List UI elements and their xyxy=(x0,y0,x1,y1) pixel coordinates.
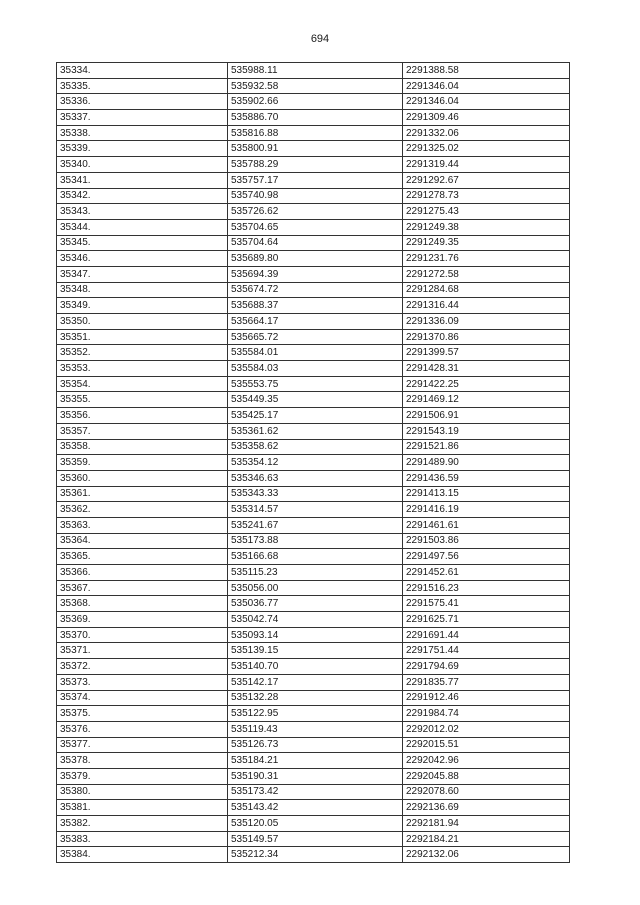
point-id-cell: 35374. xyxy=(57,690,228,706)
table-row xyxy=(57,78,570,94)
y-coordinate-cell: 2291309.46 xyxy=(403,110,570,126)
point-id-cell: 35365. xyxy=(57,549,228,565)
x-coordinate-cell: 535143.42 xyxy=(228,800,403,816)
point-id-cell: 35358. xyxy=(57,439,228,455)
y-coordinate-cell: 2291388.58 xyxy=(403,63,570,79)
point-id-cell: 35344. xyxy=(57,219,228,235)
y-coordinate-cell: 2291422.25 xyxy=(403,376,570,392)
x-coordinate-cell: 535694.39 xyxy=(228,266,403,282)
x-coordinate-cell: 535132.28 xyxy=(228,690,403,706)
x-coordinate-cell: 535664.17 xyxy=(228,314,403,330)
table-row xyxy=(57,110,570,126)
table-row xyxy=(57,251,570,267)
point-id-cell: 35379. xyxy=(57,768,228,784)
point-id-cell: 35351. xyxy=(57,329,228,345)
table-row xyxy=(57,643,570,659)
point-id-cell: 35341. xyxy=(57,172,228,188)
table-row xyxy=(57,141,570,157)
y-coordinate-cell: 2291325.02 xyxy=(403,141,570,157)
y-coordinate-cell: 2292015.51 xyxy=(403,737,570,753)
point-id-cell: 35357. xyxy=(57,423,228,439)
y-coordinate-cell: 2292181.94 xyxy=(403,816,570,832)
y-coordinate-cell: 2291751.44 xyxy=(403,643,570,659)
table-row xyxy=(57,345,570,361)
x-coordinate-cell: 535988.11 xyxy=(228,63,403,79)
table-row xyxy=(57,329,570,345)
y-coordinate-cell: 2291543.19 xyxy=(403,423,570,439)
table-row xyxy=(57,439,570,455)
point-id-cell: 35361. xyxy=(57,486,228,502)
coordinates-table-body xyxy=(57,63,570,863)
x-coordinate-cell: 535361.62 xyxy=(228,423,403,439)
point-id-cell: 35360. xyxy=(57,470,228,486)
point-id-cell: 35367. xyxy=(57,580,228,596)
point-id-cell: 35366. xyxy=(57,565,228,581)
y-coordinate-cell: 2291370.86 xyxy=(403,329,570,345)
table-row xyxy=(57,392,570,408)
table-row xyxy=(57,125,570,141)
x-coordinate-cell: 535689.80 xyxy=(228,251,403,267)
x-coordinate-cell: 535093.14 xyxy=(228,627,403,643)
x-coordinate-cell: 535726.62 xyxy=(228,204,403,220)
y-coordinate-cell: 2291794.69 xyxy=(403,659,570,675)
table-row xyxy=(57,157,570,173)
x-coordinate-cell: 535119.43 xyxy=(228,721,403,737)
y-coordinate-cell: 2291249.38 xyxy=(403,219,570,235)
table-row xyxy=(57,847,570,863)
point-id-cell: 35378. xyxy=(57,753,228,769)
x-coordinate-cell: 535449.35 xyxy=(228,392,403,408)
y-coordinate-cell: 2291316.44 xyxy=(403,298,570,314)
table-row xyxy=(57,361,570,377)
x-coordinate-cell: 535886.70 xyxy=(228,110,403,126)
y-coordinate-cell: 2291332.06 xyxy=(403,125,570,141)
x-coordinate-cell: 535816.88 xyxy=(228,125,403,141)
x-coordinate-cell: 535584.01 xyxy=(228,345,403,361)
point-id-cell: 35376. xyxy=(57,721,228,737)
point-id-cell: 35355. xyxy=(57,392,228,408)
x-coordinate-cell: 535184.21 xyxy=(228,753,403,769)
table-row xyxy=(57,235,570,251)
point-id-cell: 35345. xyxy=(57,235,228,251)
table-row xyxy=(57,188,570,204)
x-coordinate-cell: 535166.68 xyxy=(228,549,403,565)
point-id-cell: 35372. xyxy=(57,659,228,675)
point-id-cell: 35343. xyxy=(57,204,228,220)
y-coordinate-cell: 2291249.35 xyxy=(403,235,570,251)
x-coordinate-cell: 535042.74 xyxy=(228,612,403,628)
x-coordinate-cell: 535142.17 xyxy=(228,674,403,690)
x-coordinate-cell: 535056.00 xyxy=(228,580,403,596)
x-coordinate-cell: 535343.33 xyxy=(228,486,403,502)
point-id-cell: 35348. xyxy=(57,282,228,298)
coordinates-table xyxy=(56,62,570,863)
y-coordinate-cell: 2291506.91 xyxy=(403,408,570,424)
y-coordinate-cell: 2291912.46 xyxy=(403,690,570,706)
x-coordinate-cell: 535800.91 xyxy=(228,141,403,157)
y-coordinate-cell: 2292042.96 xyxy=(403,753,570,769)
table-row xyxy=(57,314,570,330)
y-coordinate-cell: 2291336.09 xyxy=(403,314,570,330)
point-id-cell: 35349. xyxy=(57,298,228,314)
point-id-cell: 35335. xyxy=(57,78,228,94)
x-coordinate-cell: 535126.73 xyxy=(228,737,403,753)
point-id-cell: 35364. xyxy=(57,533,228,549)
point-id-cell: 35382. xyxy=(57,816,228,832)
point-id-cell: 35368. xyxy=(57,596,228,612)
table-row xyxy=(57,831,570,847)
point-id-cell: 35383. xyxy=(57,831,228,847)
y-coordinate-cell: 2291284.68 xyxy=(403,282,570,298)
table-row xyxy=(57,674,570,690)
table-row xyxy=(57,517,570,533)
point-id-cell: 35346. xyxy=(57,251,228,267)
point-id-cell: 35384. xyxy=(57,847,228,863)
point-id-cell: 35347. xyxy=(57,266,228,282)
table-row xyxy=(57,753,570,769)
table-row xyxy=(57,690,570,706)
point-id-cell: 35359. xyxy=(57,455,228,471)
x-coordinate-cell: 535788.29 xyxy=(228,157,403,173)
x-coordinate-cell: 535425.17 xyxy=(228,408,403,424)
y-coordinate-cell: 2291399.57 xyxy=(403,345,570,361)
y-coordinate-cell: 2291625.71 xyxy=(403,612,570,628)
table-row xyxy=(57,94,570,110)
y-coordinate-cell: 2291428.31 xyxy=(403,361,570,377)
y-coordinate-cell: 2291461.61 xyxy=(403,517,570,533)
x-coordinate-cell: 535190.31 xyxy=(228,768,403,784)
x-coordinate-cell: 535149.57 xyxy=(228,831,403,847)
x-coordinate-cell: 535173.42 xyxy=(228,784,403,800)
x-coordinate-cell: 535358.62 xyxy=(228,439,403,455)
x-coordinate-cell: 535584.03 xyxy=(228,361,403,377)
x-coordinate-cell: 535115.23 xyxy=(228,565,403,581)
table-row xyxy=(57,376,570,392)
y-coordinate-cell: 2291319.44 xyxy=(403,157,570,173)
table-row xyxy=(57,549,570,565)
point-id-cell: 35363. xyxy=(57,517,228,533)
point-id-cell: 35338. xyxy=(57,125,228,141)
x-coordinate-cell: 535314.57 xyxy=(228,502,403,518)
x-coordinate-cell: 535122.95 xyxy=(228,706,403,722)
point-id-cell: 35375. xyxy=(57,706,228,722)
table-row xyxy=(57,565,570,581)
table-row xyxy=(57,612,570,628)
x-coordinate-cell: 535354.12 xyxy=(228,455,403,471)
x-coordinate-cell: 535757.17 xyxy=(228,172,403,188)
x-coordinate-cell: 535173.88 xyxy=(228,533,403,549)
point-id-cell: 35369. xyxy=(57,612,228,628)
table-row xyxy=(57,204,570,220)
x-coordinate-cell: 535140.70 xyxy=(228,659,403,675)
point-id-cell: 35380. xyxy=(57,784,228,800)
point-id-cell: 35353. xyxy=(57,361,228,377)
y-coordinate-cell: 2291575.41 xyxy=(403,596,570,612)
x-coordinate-cell: 535688.37 xyxy=(228,298,403,314)
point-id-cell: 35354. xyxy=(57,376,228,392)
point-id-cell: 35370. xyxy=(57,627,228,643)
table-row xyxy=(57,800,570,816)
y-coordinate-cell: 2292045.88 xyxy=(403,768,570,784)
point-id-cell: 35371. xyxy=(57,643,228,659)
point-id-cell: 35362. xyxy=(57,502,228,518)
x-coordinate-cell: 535704.64 xyxy=(228,235,403,251)
y-coordinate-cell: 2291691.44 xyxy=(403,627,570,643)
y-coordinate-cell: 2291275.43 xyxy=(403,204,570,220)
y-coordinate-cell: 2291278.73 xyxy=(403,188,570,204)
x-coordinate-cell: 535212.34 xyxy=(228,847,403,863)
table-row xyxy=(57,659,570,675)
table-row xyxy=(57,816,570,832)
table-row xyxy=(57,533,570,549)
point-id-cell: 35334. xyxy=(57,63,228,79)
x-coordinate-cell: 535665.72 xyxy=(228,329,403,345)
y-coordinate-cell: 2292132.06 xyxy=(403,847,570,863)
y-coordinate-cell: 2291469.12 xyxy=(403,392,570,408)
x-coordinate-cell: 535120.05 xyxy=(228,816,403,832)
point-id-cell: 35342. xyxy=(57,188,228,204)
point-id-cell: 35373. xyxy=(57,674,228,690)
table-row xyxy=(57,596,570,612)
y-coordinate-cell: 2291521.86 xyxy=(403,439,570,455)
table-row xyxy=(57,486,570,502)
x-coordinate-cell: 535932.58 xyxy=(228,78,403,94)
table-row xyxy=(57,721,570,737)
y-coordinate-cell: 2291835.77 xyxy=(403,674,570,690)
table-row xyxy=(57,63,570,79)
y-coordinate-cell: 2291346.04 xyxy=(403,78,570,94)
table-row xyxy=(57,502,570,518)
y-coordinate-cell: 2291346.04 xyxy=(403,94,570,110)
table-row xyxy=(57,470,570,486)
table-row xyxy=(57,172,570,188)
x-coordinate-cell: 535553.75 xyxy=(228,376,403,392)
y-coordinate-cell: 2292184.21 xyxy=(403,831,570,847)
y-coordinate-cell: 2291413.15 xyxy=(403,486,570,502)
table-row xyxy=(57,282,570,298)
y-coordinate-cell: 2292136.69 xyxy=(403,800,570,816)
table-row xyxy=(57,408,570,424)
y-coordinate-cell: 2291231.76 xyxy=(403,251,570,267)
point-id-cell: 35381. xyxy=(57,800,228,816)
x-coordinate-cell: 535139.15 xyxy=(228,643,403,659)
table-row xyxy=(57,627,570,643)
x-coordinate-cell: 535036.77 xyxy=(228,596,403,612)
y-coordinate-cell: 2292012.02 xyxy=(403,721,570,737)
y-coordinate-cell: 2291452.61 xyxy=(403,565,570,581)
table-row xyxy=(57,784,570,800)
y-coordinate-cell: 2291489.90 xyxy=(403,455,570,471)
point-id-cell: 35339. xyxy=(57,141,228,157)
table-row xyxy=(57,580,570,596)
y-coordinate-cell: 2291292.67 xyxy=(403,172,570,188)
point-id-cell: 35336. xyxy=(57,94,228,110)
table-row xyxy=(57,423,570,439)
point-id-cell: 35340. xyxy=(57,157,228,173)
x-coordinate-cell: 535674.72 xyxy=(228,282,403,298)
y-coordinate-cell: 2291503.86 xyxy=(403,533,570,549)
point-id-cell: 35337. xyxy=(57,110,228,126)
x-coordinate-cell: 535902.66 xyxy=(228,94,403,110)
y-coordinate-cell: 2291272.58 xyxy=(403,266,570,282)
table-row xyxy=(57,219,570,235)
page-number: 694 xyxy=(310,33,330,45)
y-coordinate-cell: 2291416.19 xyxy=(403,502,570,518)
point-id-cell: 35350. xyxy=(57,314,228,330)
table-row xyxy=(57,266,570,282)
table-row xyxy=(57,768,570,784)
table-row xyxy=(57,706,570,722)
point-id-cell: 35352. xyxy=(57,345,228,361)
table-row xyxy=(57,455,570,471)
y-coordinate-cell: 2291984.74 xyxy=(403,706,570,722)
point-id-cell: 35356. xyxy=(57,408,228,424)
table-row xyxy=(57,737,570,753)
x-coordinate-cell: 535346.63 xyxy=(228,470,403,486)
y-coordinate-cell: 2292078.60 xyxy=(403,784,570,800)
y-coordinate-cell: 2291436.59 xyxy=(403,470,570,486)
table-row xyxy=(57,298,570,314)
y-coordinate-cell: 2291497.56 xyxy=(403,549,570,565)
point-id-cell: 35377. xyxy=(57,737,228,753)
x-coordinate-cell: 535740.98 xyxy=(228,188,403,204)
y-coordinate-cell: 2291516.23 xyxy=(403,580,570,596)
x-coordinate-cell: 535704.65 xyxy=(228,219,403,235)
x-coordinate-cell: 535241.67 xyxy=(228,517,403,533)
